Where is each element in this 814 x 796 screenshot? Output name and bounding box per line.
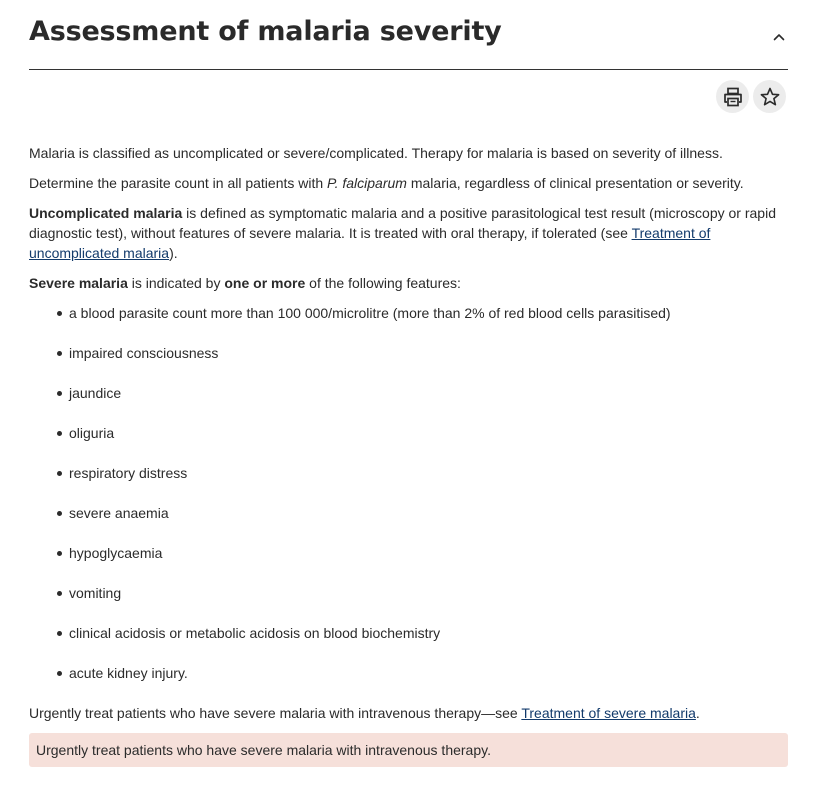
section-header[interactable] [29, 0, 788, 70]
section-body [29, 143, 788, 767]
collapse-button[interactable] [770, 28, 788, 46]
list-item: hypoglycaemia [29, 543, 788, 563]
favorite-button[interactable] [753, 80, 786, 113]
list-item: acute kidney injury. [29, 663, 788, 683]
species-name: P. falciparum [327, 175, 407, 191]
list-item: severe anaemia [29, 503, 788, 523]
warning-alert: Urgently treat patients who have severe malaria with intravenous therapy. [29, 733, 788, 767]
severe-features-list [29, 303, 788, 683]
list-item: oliguria [29, 423, 788, 443]
list-item: a blood parasite count more than 100 000/microlitre (more than 2% of red blood cells parasitised) [29, 303, 788, 323]
list-item: clinical acidosis or metabolic acidosis on blood biochemistry [29, 623, 788, 643]
action-toolbar [716, 80, 786, 113]
list-item: vomiting [29, 583, 788, 603]
parasite-count-paragraph: Determine the parasite count in all patients with P. falciparum malaria, regardless of clinical presentation or severity. [29, 175, 744, 191]
list-item: respiratory distress [29, 463, 788, 483]
urgent-treatment-paragraph: Urgently treat patients who have severe malaria with intravenous therapy—see Treatment of severe malaria. [29, 705, 700, 721]
severe-paragraph: Severe malaria is indicated by one or more of the following features: [29, 275, 461, 291]
print-button[interactable] [716, 80, 749, 113]
section-container [29, 0, 788, 758]
uncomplicated-term: Uncomplicated malaria [29, 205, 183, 221]
printer-icon [722, 86, 744, 108]
chevron-up-icon [770, 28, 788, 46]
section-title: Assessment of malaria severity [29, 16, 502, 47]
list-item: impaired consciousness [29, 343, 788, 363]
uncomplicated-treatment-link[interactable]: Treatment of uncomplicated malaria [29, 225, 711, 261]
star-icon [759, 86, 781, 108]
uncomplicated-paragraph: Uncomplicated malaria is defined as symptomatic malaria and a positive parasitological test result (microscopy or rapid diagnostic test), without features of severe malaria. It is treated with oral therapy, if tolerated (see Treatment of uncomplicated malaria). [29, 205, 776, 261]
list-item: jaundice [29, 383, 788, 403]
one-or-more-term: one or more [224, 275, 306, 291]
severe-treatment-link[interactable]: Treatment of severe malaria [521, 705, 696, 721]
intro-paragraph: Malaria is classified as uncomplicated or severe/complicated. Therapy for malaria is based on severity of illness. [29, 145, 723, 161]
severe-term: Severe malaria [29, 275, 128, 291]
